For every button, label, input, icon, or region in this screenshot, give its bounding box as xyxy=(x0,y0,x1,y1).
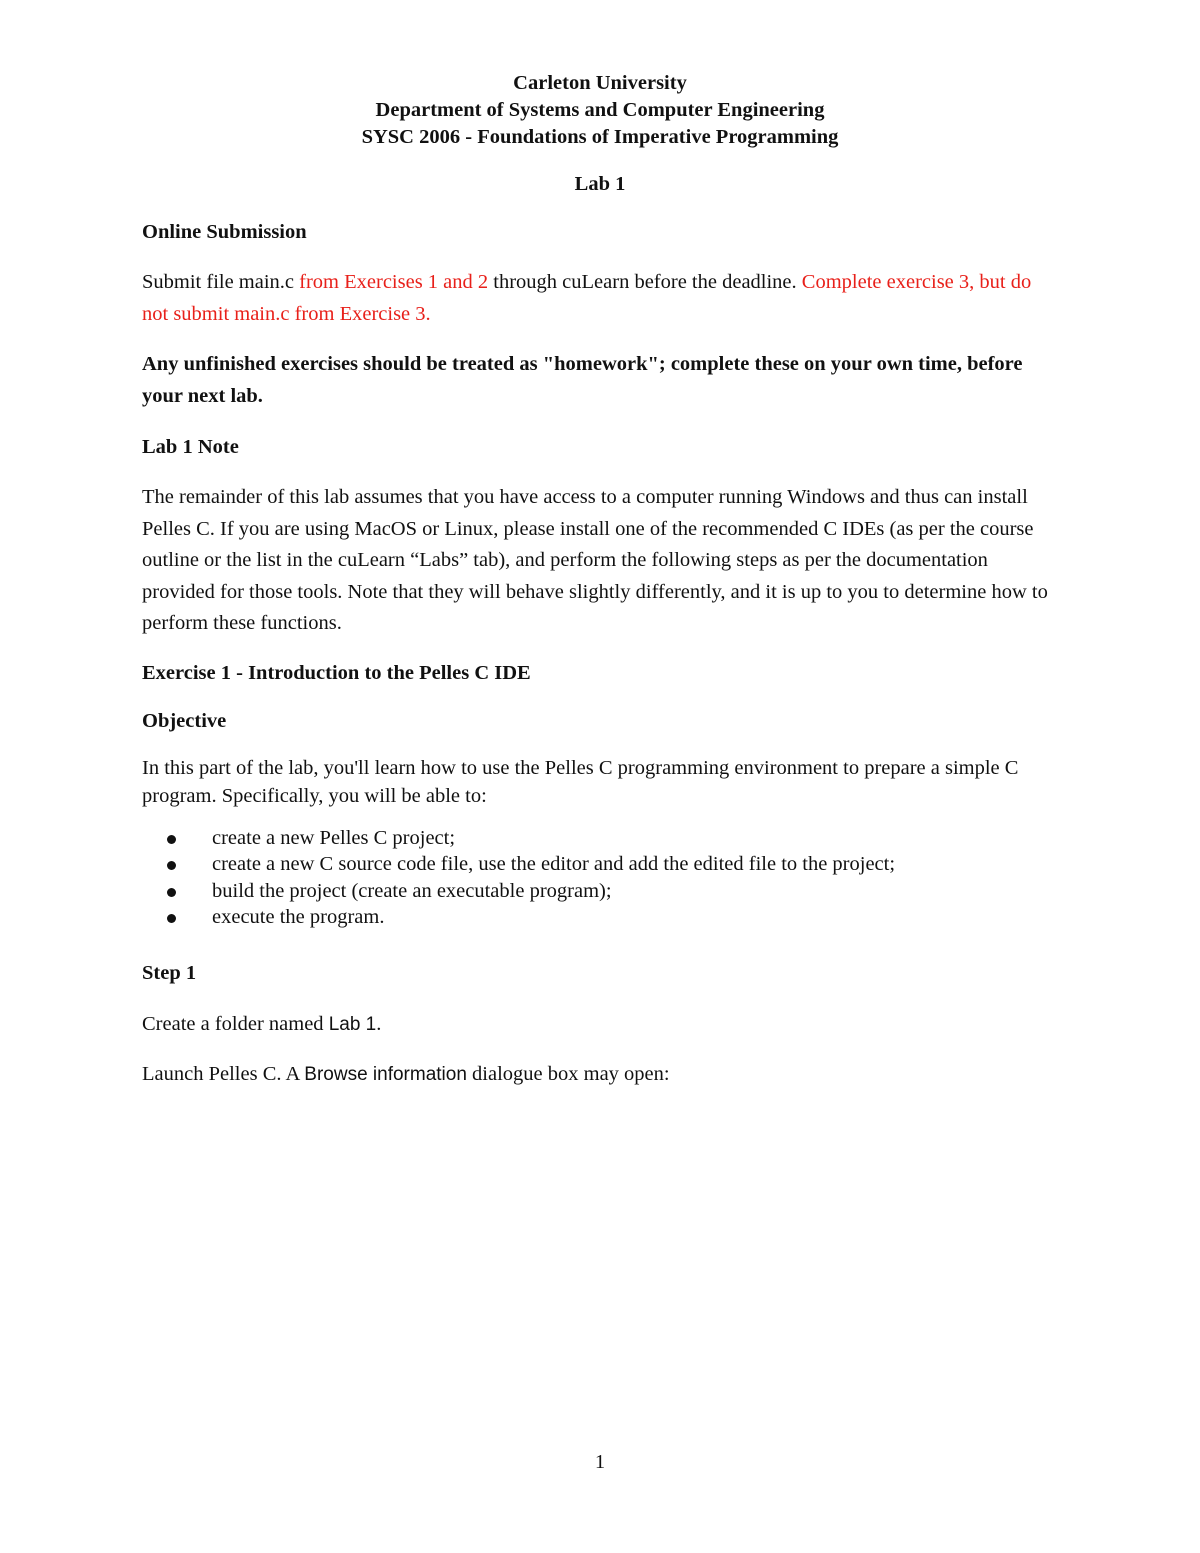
bullet-icon xyxy=(167,835,176,844)
list-item: build the project (create an executable program); xyxy=(142,878,1058,905)
department-name: Department of Systems and Computer Engineering xyxy=(375,99,825,121)
dialog-name: Browse information xyxy=(304,1064,467,1085)
lab-note-body: The remainder of this lab assumes that you have access to a computer running Windows and thus can install Pelles C. If you are using MacOS or Linux, please install one of the recommended C IDEs (as per the course outline or the list in the cuLearn “Labs” tab), and perform the following steps as per the documentation provided for those tools. Note that they will behave slightly differently, and it is up to you to determine how to perform these functions. xyxy=(142,486,1048,634)
submission-instructions xyxy=(142,267,1058,330)
document-page xyxy=(142,70,1058,1091)
lab-note-heading: Lab 1 Note xyxy=(142,436,239,458)
step1-paragraph-2: Launch Pelles C. A Browse information dialogue box may open: xyxy=(142,1063,670,1085)
course-title: SYSC 2006 - Foundations of Imperative Programming xyxy=(361,126,839,148)
objective-list xyxy=(142,825,1058,931)
objective-heading: Objective xyxy=(142,709,227,732)
page-number: 1 xyxy=(594,1451,606,1473)
bullet-icon xyxy=(167,861,176,870)
list-item: execute the program. xyxy=(142,904,1058,931)
submission-text-1: Submit file main.c xyxy=(142,271,300,293)
submission-text-2: through cuLearn before the deadline. xyxy=(488,271,802,293)
online-submission-heading: Online Submission xyxy=(142,221,307,243)
list-item: create a new C source code file, use the editor and add the edited file to the project; xyxy=(142,851,1058,878)
objective-body: In this part of the lab, you'll learn how to use the Pelles C programming environment to prepare a simple C program. Specifically, you will be able to: xyxy=(142,756,1019,807)
submission-text-red-1: from Exercises 1 and 2 xyxy=(299,271,489,293)
homework-note: Any unfinished exercises should be treated as "homework"; complete these on your own time, before your next lab. xyxy=(142,353,1023,407)
university-name: Carleton University xyxy=(513,72,687,94)
bullet-icon xyxy=(167,888,176,897)
document-header xyxy=(142,70,1058,151)
folder-name: Lab 1 xyxy=(328,1013,377,1035)
list-item: create a new Pelles C project; xyxy=(142,825,1058,852)
bullet-icon xyxy=(167,914,176,923)
step1-heading: Step 1 xyxy=(142,961,197,984)
submission-text-red-2: Complete exercise 3, but do not submit main.c from Exercise 3. xyxy=(142,271,1032,325)
lab-title: Lab 1 xyxy=(574,173,626,195)
step1-paragraph-1: Create a folder named Lab 1. xyxy=(142,1012,382,1035)
exercise1-heading: Exercise 1 - Introduction to the Pelles C IDE xyxy=(142,661,531,684)
